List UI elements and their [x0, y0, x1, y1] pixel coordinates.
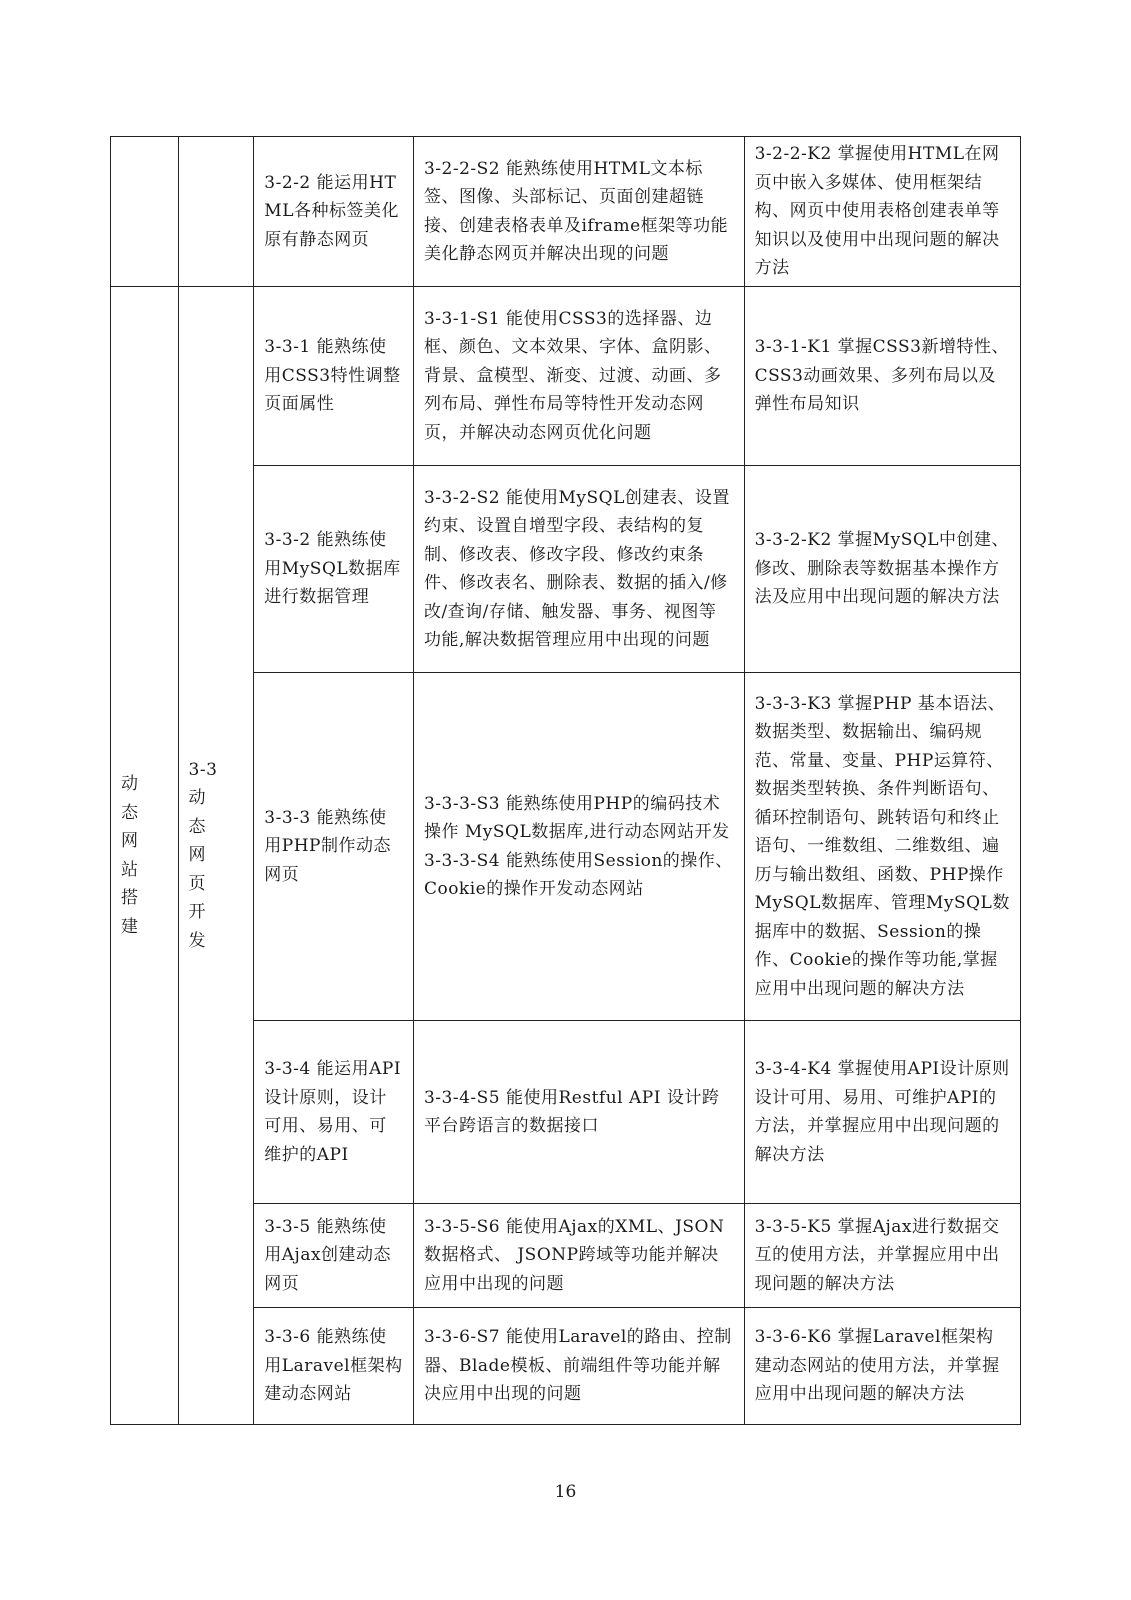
area-label: 动态网站搭建	[121, 774, 139, 937]
subarea-cell-empty	[178, 137, 254, 287]
skill-item: 3-3-3-S4 能熟练使用Session的操作、Cookie的操作开发动态网站	[423, 850, 733, 899]
skill-cell: 3-3-4-S5 能使用Restful API 设计跨平台跨语言的数据接口	[413, 1021, 744, 1204]
table-row	[111, 287, 1021, 466]
skill-cell	[413, 673, 744, 1021]
ability-cell: 3-2-2 能运用HTML各种标签美化原有静态网页	[254, 137, 414, 287]
skill-cell: 3-3-6-S7 能使用Laravel的路由、控制器、Blade模板、前端组件等功能并解决应用中出现的问题	[413, 1308, 744, 1425]
subarea-cell	[178, 287, 254, 1425]
area-cell-empty	[111, 137, 179, 287]
skill-cell: 3-3-5-S6 能使用Ajax的XML、JSON数据格式、 JSONP跨域等功能并解决应用中出现的问题	[413, 1204, 744, 1308]
knowledge-cell: 3-3-5-K5 掌握Ajax进行数据交互的使用方法，并掌握应用中出现问题的解决方法	[744, 1204, 1020, 1308]
ability-cell: 3-3-1 能熟练使用CSS3特性调整页面属性	[254, 287, 414, 466]
subarea-name: 动态网页开发	[188, 788, 207, 951]
ability-cell: 3-3-2 能熟练使用MySQL数据库进行数据管理	[254, 466, 414, 673]
ability-cell: 3-3-4 能运用API设计原则，设计可用、易用、可维护的API	[254, 1021, 414, 1204]
knowledge-cell: 3-3-3-K3 掌握PHP 基本语法、数据类型、数据输出、编码规范、常量、变量、PHP运算符、数据类型转换、条件判断语句、循环控制语句、跳转语句和终止语句、一维数组、二维数组、遍历与输出数组、函数、PHP操作MySQL数据库、管理MySQL数据库中的数据、Session的操作、Cookie的操作等功能,掌握应用中出现问题的解决方法	[744, 673, 1020, 1021]
competency-table	[110, 136, 1021, 1425]
ability-cell: 3-3-6 能熟练使用Laravel框架构建动态网站	[254, 1308, 414, 1425]
page-number: 16	[554, 1482, 577, 1502]
skill-cell: 3-3-2-S2 能使用MySQL创建表、设置约束、设置自增型字段、表结构的复制、修改表、修改字段、修改约束条件、修改表名、删除表、数据的插入/修改/查询/存储、触发器、事务、视图等功能,解决数据管理应用中出现的问题	[413, 466, 744, 673]
knowledge-cell: 3-3-2-K2 掌握MySQL中创建、修改、删除表等数据基本操作方法及应用中出现问题的解决方法	[744, 466, 1020, 673]
ability-cell: 3-3-5 能熟练使用Ajax创建动态网页	[254, 1204, 414, 1308]
area-cell	[111, 287, 179, 1425]
skill-cell: 3-3-1-S1 能使用CSS3的选择器、边框、颜色、文本效果、字体、盒阴影、背景、盒模型、渐变、过渡、动画、多列布局、弹性布局等特性开发动态网页，并解决动态网页优化问题	[413, 287, 744, 466]
skill-cell: 3-2-2-S2 能熟练使用HTML文本标签、图像、头部标记、页面创建超链接、创建表格表单及iframe框架等功能美化静态网页并解决出现的问题	[413, 137, 744, 287]
knowledge-cell: 3-2-2-K2 掌握使用HTML在网页中嵌入多媒体、使用框架结构、网页中使用表格创建表单等知识以及使用中出现问题的解决方法	[744, 137, 1020, 287]
skill-item: 3-3-3-S3 能熟练使用PHP的编码技术操作 MySQL数据库,进行动态网站开发	[423, 793, 730, 842]
knowledge-cell: 3-3-4-K4 掌握使用API设计原则设计可用、易用、可维护API的方法，并掌握应用中出现问题的解决方法	[744, 1021, 1020, 1204]
table-row	[111, 137, 1021, 287]
ability-cell: 3-3-3 能熟练使用PHP制作动态网页	[254, 673, 414, 1021]
subarea-code: 3-3	[188, 759, 218, 780]
knowledge-cell: 3-3-6-K6 掌握Laravel框架构建动态网站的使用方法，并掌握应用中出现问题的解决方法	[744, 1308, 1020, 1425]
knowledge-cell: 3-3-1-K1 掌握CSS3新增特性、CSS3动画效果、多列布局以及弹性布局知识	[744, 287, 1020, 466]
